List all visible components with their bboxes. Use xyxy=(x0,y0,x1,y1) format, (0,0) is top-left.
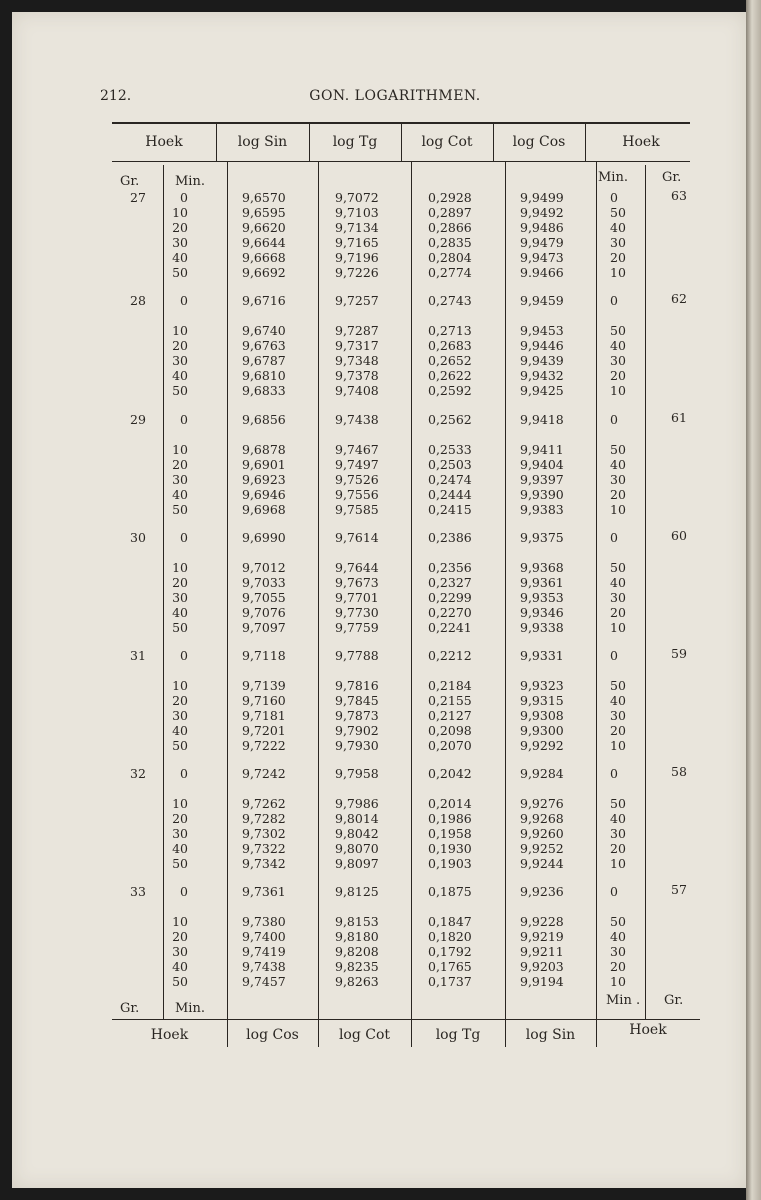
log-cos-cell: 9,9284 xyxy=(520,766,564,781)
log-sin-cell: 9,7118 xyxy=(242,648,286,663)
log-cos-cell: 9,9453 xyxy=(520,323,564,338)
log-cot-cell: 0,2184 xyxy=(428,678,472,693)
min-cell: 40 xyxy=(172,605,188,620)
log-sin-cell: 9,7342 xyxy=(242,856,286,871)
log-sin-cell: 9,7361 xyxy=(242,884,286,899)
degree-label-right: 63 xyxy=(671,188,687,203)
rmin-cell: 30 xyxy=(610,944,626,959)
log-cos-cell: 9,9300 xyxy=(520,723,564,738)
min-cell: 50 xyxy=(172,856,188,871)
log-cot-cell: 0,2444 xyxy=(428,487,472,502)
min-cell: 50 xyxy=(172,383,188,398)
rmin-cell: 30 xyxy=(610,826,626,841)
log-tg-cell: 9,7103 xyxy=(335,205,379,220)
rmin-cell: 10 xyxy=(610,856,626,871)
log-sin-cell: 9,6856 xyxy=(242,412,286,427)
log-sin-cell: 9,6878 xyxy=(242,442,286,457)
running-title: GON. LOGARITHMEN. xyxy=(309,88,481,104)
min-cell: 40 xyxy=(172,487,188,502)
min-cell: 10 xyxy=(172,914,188,929)
log-cos-cell: 9,9211 xyxy=(520,944,564,959)
log-cos-cell: 9,9236 xyxy=(520,884,564,899)
log-cot-cell: 0,2014 xyxy=(428,796,472,811)
min-cell: 10 xyxy=(172,442,188,457)
log-sin-cell: 9,7438 xyxy=(242,959,286,974)
log-cos-cell: 9,9499 xyxy=(520,190,564,205)
header-min-right: Min. xyxy=(598,170,628,185)
log-cot-cell: 0,1903 xyxy=(428,856,472,871)
log-cot-cell: 0,2835 xyxy=(428,235,472,250)
col-divider xyxy=(318,161,319,1020)
footer-hoek-right: Hoek xyxy=(629,1022,667,1038)
min-cell: 20 xyxy=(172,811,188,826)
log-tg-cell: 9,8153 xyxy=(335,914,379,929)
log-cot-cell: 0,2897 xyxy=(428,205,472,220)
degree-label-left: 31 xyxy=(130,648,146,663)
col-divider xyxy=(411,161,412,1020)
log-sin-cell: 9,6810 xyxy=(242,368,286,383)
log-sin-cell: 9,7242 xyxy=(242,766,286,781)
log-cot-cell: 0,1958 xyxy=(428,826,472,841)
min-cell: 0 xyxy=(180,190,188,205)
rmin-cell: 20 xyxy=(610,368,626,383)
rmin-cell: 30 xyxy=(610,235,626,250)
min-cell: 20 xyxy=(172,693,188,708)
log-cot-cell: 0,2241 xyxy=(428,620,472,635)
log-tg-cell: 9,7730 xyxy=(335,605,379,620)
min-cell: 10 xyxy=(172,205,188,220)
min-cell: 50 xyxy=(172,738,188,753)
footer-gr-left: Gr. xyxy=(120,1001,140,1016)
log-sin-cell: 9,6644 xyxy=(242,235,286,250)
log-sin-cell: 9,6763 xyxy=(242,338,286,353)
degree-label-left: 30 xyxy=(130,530,146,545)
col-divider xyxy=(596,161,597,1020)
min-cell: 30 xyxy=(172,353,188,368)
log-cos-cell: 9,9418 xyxy=(520,412,564,427)
log-sin-cell: 9,7201 xyxy=(242,723,286,738)
log-cos-cell: 9,9346 xyxy=(520,605,564,620)
log-sin-cell: 9,6968 xyxy=(242,502,286,517)
header-gr-right: Gr. xyxy=(662,170,682,185)
log-tg-cell: 9,7408 xyxy=(335,383,379,398)
log-cot-cell: 0,1820 xyxy=(428,929,472,944)
log-sin-cell: 9,6595 xyxy=(242,205,286,220)
log-cot-cell: 0,2386 xyxy=(428,530,472,545)
log-tg-cell: 9,7816 xyxy=(335,678,379,693)
log-cos-cell: 9,9323 xyxy=(520,678,564,693)
log-tg-cell: 9,7378 xyxy=(335,368,379,383)
rmin-cell: 20 xyxy=(610,250,626,265)
log-cot-cell: 0,2070 xyxy=(428,738,472,753)
rmin-cell: 10 xyxy=(610,383,626,398)
header-log-tg: log Tg xyxy=(332,134,378,150)
rmin-cell: 40 xyxy=(610,575,626,590)
min-cell: 20 xyxy=(172,220,188,235)
rmin-cell: 0 xyxy=(610,884,618,899)
min-cell: 50 xyxy=(172,620,188,635)
degree-label-right: 58 xyxy=(671,764,687,779)
min-cell: 0 xyxy=(180,648,188,663)
min-cell: 30 xyxy=(172,826,188,841)
log-sin-cell: 9,6716 xyxy=(242,293,286,308)
min-cell: 50 xyxy=(172,265,188,280)
log-cot-cell: 0,2474 xyxy=(428,472,472,487)
log-cos-cell: 9,9368 xyxy=(520,560,564,575)
log-tg-cell: 9,7930 xyxy=(335,738,379,753)
log-tg-cell: 9,7986 xyxy=(335,796,379,811)
log-sin-cell: 9,7457 xyxy=(242,974,286,989)
degree-label-right: 60 xyxy=(671,528,687,543)
log-cot-cell: 0,2652 xyxy=(428,353,472,368)
log-sin-cell: 9,7400 xyxy=(242,929,286,944)
degree-label-left: 28 xyxy=(130,293,146,308)
footer-log-cot: log Cot xyxy=(338,1027,391,1043)
log-cot-cell: 0,2042 xyxy=(428,766,472,781)
log-cot-cell: 0,1847 xyxy=(428,914,472,929)
min-cell: 10 xyxy=(172,323,188,338)
rmin-cell: 10 xyxy=(610,974,626,989)
log-cot-cell: 0,2356 xyxy=(428,560,472,575)
min-cell: 30 xyxy=(172,708,188,723)
rmin-cell: 50 xyxy=(610,323,626,338)
log-cot-cell: 0,2743 xyxy=(428,293,472,308)
log-tg-cell: 9,7497 xyxy=(335,457,379,472)
header-min-left: Min. xyxy=(175,174,205,189)
log-tg-cell: 9,7614 xyxy=(335,530,379,545)
log-sin-cell: 9,7380 xyxy=(242,914,286,929)
rmin-cell: 40 xyxy=(610,220,626,235)
degree-label-left: 32 xyxy=(130,766,146,781)
min-cell: 40 xyxy=(172,841,188,856)
footer-min-right: Min . xyxy=(606,993,641,1008)
log-tg-cell: 9,8042 xyxy=(335,826,379,841)
log-cos-cell: 9,9397 xyxy=(520,472,564,487)
log-sin-cell: 9,6620 xyxy=(242,220,286,235)
min-cell: 0 xyxy=(180,884,188,899)
footer-top-rule xyxy=(112,1019,700,1020)
log-cot-cell: 0,2270 xyxy=(428,605,472,620)
log-tg-cell: 9,8180 xyxy=(335,929,379,944)
log-cot-cell: 0,2622 xyxy=(428,368,472,383)
log-tg-cell: 9,7165 xyxy=(335,235,379,250)
log-cot-cell: 0,2415 xyxy=(428,502,472,517)
rmin-cell: 10 xyxy=(610,502,626,517)
log-cos-cell: 9,9260 xyxy=(520,826,564,841)
header-log-cot: log Cot xyxy=(421,134,473,150)
log-tg-cell: 9,7526 xyxy=(335,472,379,487)
log-sin-cell: 9,7419 xyxy=(242,944,286,959)
log-tg-cell: 9,8263 xyxy=(335,974,379,989)
log-sin-cell: 9,6692 xyxy=(242,265,286,280)
rmin-cell: 30 xyxy=(610,353,626,368)
rmin-cell: 10 xyxy=(610,738,626,753)
log-cot-cell: 0,2098 xyxy=(428,723,472,738)
min-cell: 20 xyxy=(172,338,188,353)
log-cos-cell: 9,9252 xyxy=(520,841,564,856)
rmin-cell: 50 xyxy=(610,678,626,693)
log-tg-cell: 9,7585 xyxy=(335,502,379,517)
min-cell: 0 xyxy=(180,530,188,545)
log-cos-cell: 9,9268 xyxy=(520,811,564,826)
log-tg-cell: 9,7873 xyxy=(335,708,379,723)
log-cot-cell: 0,1792 xyxy=(428,944,472,959)
log-tg-cell: 9,7759 xyxy=(335,620,379,635)
rmin-cell: 50 xyxy=(610,796,626,811)
log-cot-cell: 0,2774 xyxy=(428,265,472,280)
log-cot-cell: 0,2928 xyxy=(428,190,472,205)
rmin-cell: 10 xyxy=(610,265,626,280)
log-sin-cell: 9,7139 xyxy=(242,678,286,693)
min-cell: 20 xyxy=(172,929,188,944)
log-cot-cell: 0,2713 xyxy=(428,323,472,338)
log-tg-cell: 9,7438 xyxy=(335,412,379,427)
degree-label-right: 62 xyxy=(671,291,687,306)
log-cos-cell: 9,9383 xyxy=(520,502,564,517)
log-cot-cell: 0,1765 xyxy=(428,959,472,974)
degree-label-left: 33 xyxy=(130,884,146,899)
min-cell: 30 xyxy=(172,590,188,605)
header-log-sin: log Sin xyxy=(237,134,288,150)
rmin-cell: 30 xyxy=(610,472,626,487)
min-cell: 30 xyxy=(172,944,188,959)
min-cell: 40 xyxy=(172,959,188,974)
rmin-cell: 50 xyxy=(610,560,626,575)
log-cos-cell: 9,9331 xyxy=(520,648,564,663)
log-sin-cell: 9,7076 xyxy=(242,605,286,620)
rmin-cell: 40 xyxy=(610,929,626,944)
log-cot-cell: 0,2503 xyxy=(428,457,472,472)
log-cos-cell: 9,9446 xyxy=(520,338,564,353)
log-sin-cell: 9,6668 xyxy=(242,250,286,265)
header-bottom-rule xyxy=(112,161,690,162)
rmin-cell: 30 xyxy=(610,708,626,723)
rmin-cell: 40 xyxy=(610,693,626,708)
log-cot-cell: 0,1986 xyxy=(428,811,472,826)
min-cell: 10 xyxy=(172,796,188,811)
rmin-cell: 20 xyxy=(610,605,626,620)
log-tg-cell: 9,8125 xyxy=(335,884,379,899)
log-cos-cell: 9,9411 xyxy=(520,442,564,457)
footer-hoek-left: Hoek xyxy=(150,1027,189,1043)
min-cell: 50 xyxy=(172,502,188,517)
log-cot-cell: 0,1930 xyxy=(428,841,472,856)
log-cos-cell: 9,9439 xyxy=(520,353,564,368)
log-cos-cell: 9,9425 xyxy=(520,383,564,398)
log-cos-cell: 9,9308 xyxy=(520,708,564,723)
log-cot-cell: 0,2804 xyxy=(428,250,472,265)
degree-label-right: 57 xyxy=(671,882,687,897)
log-sin-cell: 9,6740 xyxy=(242,323,286,338)
footer-log-sin: log Sin xyxy=(525,1027,576,1043)
log-cos-cell: 9,9459 xyxy=(520,293,564,308)
col-divider xyxy=(505,161,506,1020)
log-tg-cell: 9,7317 xyxy=(335,338,379,353)
log-cos-cell: 9,9432 xyxy=(520,368,564,383)
log-cot-cell: 0,2562 xyxy=(428,412,472,427)
min-cell: 40 xyxy=(172,368,188,383)
degree-label-right: 61 xyxy=(671,410,687,425)
header-hoek-right: Hoek xyxy=(622,134,660,150)
log-cot-cell: 0,2592 xyxy=(428,383,472,398)
degree-label-left: 27 xyxy=(130,190,146,205)
log-cos-cell: 9,9244 xyxy=(520,856,564,871)
rmin-cell: 10 xyxy=(610,620,626,635)
min-cell: 10 xyxy=(172,678,188,693)
degree-label-right: 59 xyxy=(671,646,687,661)
log-cos-cell: 9,9404 xyxy=(520,457,564,472)
log-tg-cell: 9,8014 xyxy=(335,811,379,826)
log-sin-cell: 9,6901 xyxy=(242,457,286,472)
footer-log-tg: log Tg xyxy=(435,1027,481,1043)
rmin-cell: 40 xyxy=(610,811,626,826)
rmin-cell: 30 xyxy=(610,590,626,605)
log-cos-cell: 9,9479 xyxy=(520,235,564,250)
rmin-cell: 20 xyxy=(610,959,626,974)
min-cell: 40 xyxy=(172,250,188,265)
log-cos-cell: 9,9353 xyxy=(520,590,564,605)
log-sin-cell: 9,6787 xyxy=(242,353,286,368)
degree-label-left: 29 xyxy=(130,412,146,427)
header-hoek-left: Hoek xyxy=(145,134,183,150)
log-cot-cell: 0,2155 xyxy=(428,693,472,708)
min-cell: 30 xyxy=(172,472,188,487)
log-tg-cell: 9,7701 xyxy=(335,590,379,605)
log-sin-cell: 9,6946 xyxy=(242,487,286,502)
footer-log-cos: log Cos xyxy=(246,1027,299,1043)
log-cot-cell: 0,1737 xyxy=(428,974,472,989)
log-tg-cell: 9,7673 xyxy=(335,575,379,590)
rmin-cell: 0 xyxy=(610,412,618,427)
col-divider xyxy=(227,161,228,1020)
log-cot-cell: 0,1875 xyxy=(428,884,472,899)
rmin-cell: 20 xyxy=(610,841,626,856)
min-cell: 0 xyxy=(180,293,188,308)
min-cell: 10 xyxy=(172,560,188,575)
log-cot-cell: 0,2866 xyxy=(428,220,472,235)
rmin-cell: 50 xyxy=(610,914,626,929)
log-sin-cell: 9,7181 xyxy=(242,708,286,723)
log-sin-cell: 9,7055 xyxy=(242,590,286,605)
log-tg-cell: 9,8097 xyxy=(335,856,379,871)
rmin-cell: 0 xyxy=(610,293,618,308)
log-cos-cell: 9,9219 xyxy=(520,929,564,944)
rmin-cell: 0 xyxy=(610,530,618,545)
log-sin-cell: 9,7160 xyxy=(242,693,286,708)
log-tg-cell: 9,8235 xyxy=(335,959,379,974)
log-tg-cell: 9,8070 xyxy=(335,841,379,856)
log-cot-cell: 0,2127 xyxy=(428,708,472,723)
log-sin-cell: 9,6570 xyxy=(242,190,286,205)
rmin-cell: 40 xyxy=(610,457,626,472)
log-tg-cell: 9,8208 xyxy=(335,944,379,959)
log-sin-cell: 9,6990 xyxy=(242,530,286,545)
footer-min-left: Min. xyxy=(175,1001,205,1016)
log-cot-cell: 0,2533 xyxy=(428,442,472,457)
log-tg-cell: 9,7196 xyxy=(335,250,379,265)
header-gr-left: Gr. xyxy=(120,174,140,189)
log-sin-cell: 9,7302 xyxy=(242,826,286,841)
rmin-cell: 50 xyxy=(610,442,626,457)
min-cell: 20 xyxy=(172,575,188,590)
log-cos-cell: 9,9375 xyxy=(520,530,564,545)
log-sin-cell: 9,7097 xyxy=(242,620,286,635)
log-tg-cell: 9,7287 xyxy=(335,323,379,338)
log-sin-cell: 9,6923 xyxy=(242,472,286,487)
min-cell: 0 xyxy=(180,766,188,781)
log-tg-cell: 9,7556 xyxy=(335,487,379,502)
log-cos-cell: 9,9292 xyxy=(520,738,564,753)
log-tg-cell: 9,7134 xyxy=(335,220,379,235)
log-cos-cell: 9,9203 xyxy=(520,959,564,974)
rmin-cell: 0 xyxy=(610,190,618,205)
rmin-cell: 20 xyxy=(610,487,626,502)
log-cos-cell: 9,9473 xyxy=(520,250,564,265)
log-cos-cell: 9,9338 xyxy=(520,620,564,635)
log-tg-cell: 9,7226 xyxy=(335,265,379,280)
rmin-cell: 0 xyxy=(610,648,618,663)
log-sin-cell: 9,7033 xyxy=(242,575,286,590)
log-sin-cell: 9,7282 xyxy=(242,811,286,826)
min-cell: 40 xyxy=(172,723,188,738)
min-cell: 0 xyxy=(180,412,188,427)
log-tg-cell: 9,7902 xyxy=(335,723,379,738)
log-cos-cell: 9,9390 xyxy=(520,487,564,502)
rmin-cell: 40 xyxy=(610,338,626,353)
rmin-cell: 20 xyxy=(610,723,626,738)
rmin-cell: 0 xyxy=(610,766,618,781)
log-cos-cell: 9,9492 xyxy=(520,205,564,220)
log-tg-cell: 9,7072 xyxy=(335,190,379,205)
log-sin-cell: 9,7322 xyxy=(242,841,286,856)
log-cos-cell: 9,9315 xyxy=(520,693,564,708)
header-log-cos: log Cos xyxy=(512,134,566,150)
log-cot-cell: 0,2212 xyxy=(428,648,472,663)
log-sin-cell: 9,7222 xyxy=(242,738,286,753)
footer-gr-right: Gr. xyxy=(664,993,684,1008)
log-sin-cell: 9,7262 xyxy=(242,796,286,811)
log-tg-cell: 9,7958 xyxy=(335,766,379,781)
log-sin-cell: 9,6833 xyxy=(242,383,286,398)
rmin-cell: 50 xyxy=(610,205,626,220)
log-cos-cell: 9,9276 xyxy=(520,796,564,811)
log-tg-cell: 9,7644 xyxy=(335,560,379,575)
log-cos-cell: 9,9194 xyxy=(520,974,564,989)
min-cell: 50 xyxy=(172,974,188,989)
log-cot-cell: 0,2327 xyxy=(428,575,472,590)
log-cos-cell: 9,9228 xyxy=(520,914,564,929)
min-cell: 20 xyxy=(172,457,188,472)
page-number: 212. xyxy=(100,88,132,104)
log-tg-cell: 9,7845 xyxy=(335,693,379,708)
log-tg-cell: 9,7467 xyxy=(335,442,379,457)
log-cos-cell: 9,9486 xyxy=(520,220,564,235)
log-cot-cell: 0,2299 xyxy=(428,590,472,605)
log-cos-cell: 9,9361 xyxy=(520,575,564,590)
log-sin-cell: 9,7012 xyxy=(242,560,286,575)
log-cot-cell: 0,2683 xyxy=(428,338,472,353)
min-cell: 30 xyxy=(172,235,188,250)
log-tg-cell: 9,7348 xyxy=(335,353,379,368)
log-tg-cell: 9,7788 xyxy=(335,648,379,663)
log-tg-cell: 9,7257 xyxy=(335,293,379,308)
log-cos-cell: 9.9466 xyxy=(520,265,564,280)
